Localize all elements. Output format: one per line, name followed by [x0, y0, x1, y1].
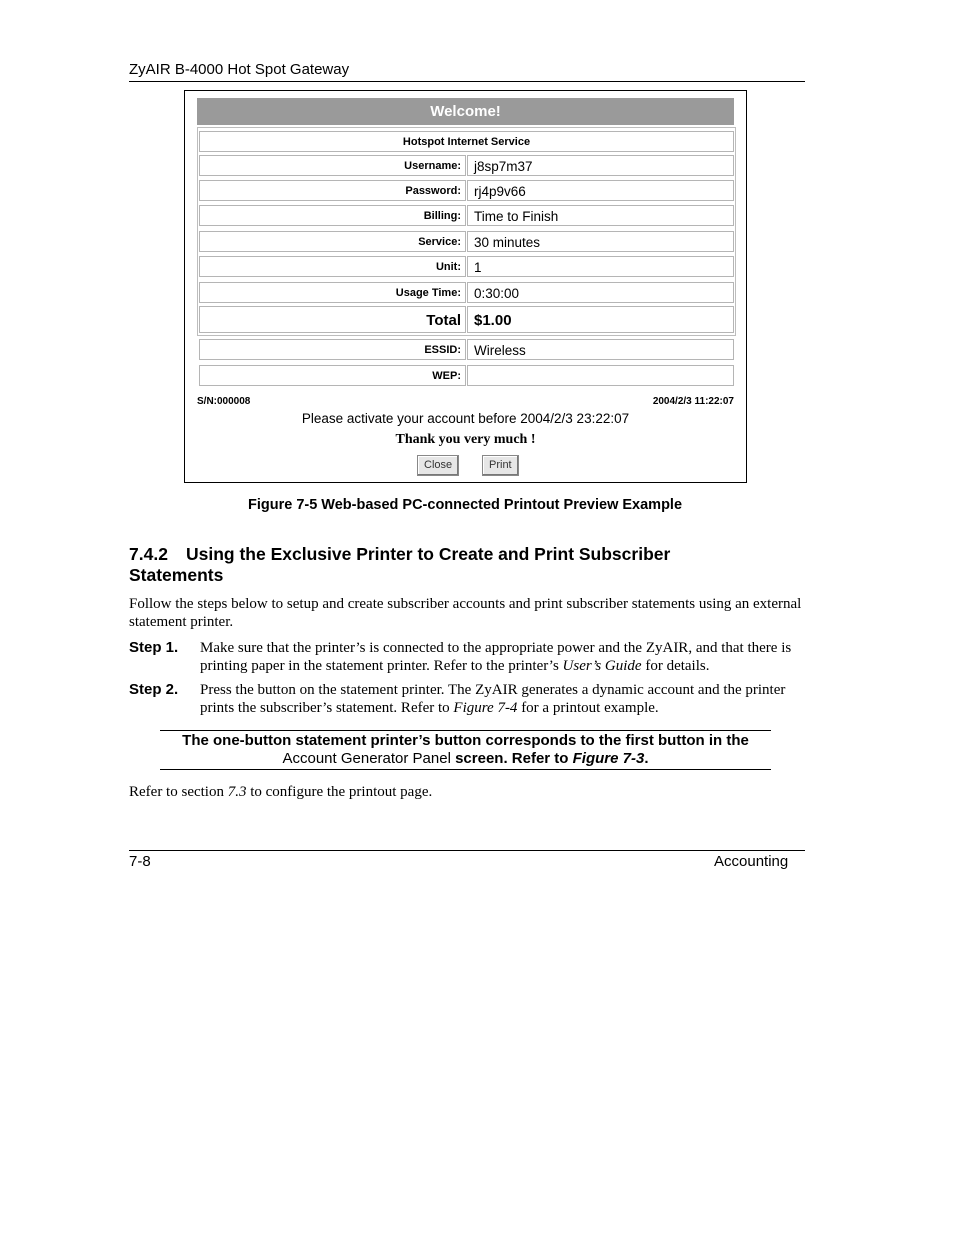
activate-message: Please activate your account before 2004/2/3 23:22:07 [301, 411, 630, 426]
page-number: 7-8 [129, 853, 151, 870]
usage-time-row [199, 282, 734, 305]
note-text-1: The one-button statement printer’s button corresponds to the first button in the [182, 732, 749, 749]
wep-value [467, 365, 734, 386]
password-label: Password: [199, 180, 466, 201]
close-button[interactable]: Close [417, 455, 459, 476]
unit-label: Unit: [199, 256, 466, 277]
users-guide-ref: User’s Guide [562, 658, 642, 674]
usage-time-value: 0:30:00 [467, 282, 734, 303]
section-title: Using the Exclusive Printer to Create and Print Subscriber Statements [129, 544, 671, 585]
refer-text-main: Refer to section [129, 784, 228, 800]
service-value: 30 minutes [467, 231, 734, 252]
password-value: rj4p9v66 [467, 180, 734, 201]
total-value: $1.00 [467, 306, 734, 333]
service-row [199, 231, 734, 254]
printout-preview-figure [184, 90, 747, 483]
step-2-text-end: for a printout example. [517, 700, 659, 716]
username-label: Username: [199, 155, 466, 176]
header-rule [129, 81, 805, 82]
serial-number: S/N:000008 [197, 396, 251, 407]
welcome-banner: Welcome! [197, 98, 734, 125]
step-1-label: Step 1. [129, 639, 179, 656]
wep-label: WEP: [199, 365, 466, 386]
note-top-rule [160, 730, 771, 731]
usage-time-label: Usage Time: [199, 282, 466, 303]
note-text-3: . [644, 750, 649, 767]
refer-paragraph [129, 784, 432, 801]
section-7-3-ref: 7.3 [227, 784, 247, 800]
figure-7-3-ref: Figure 7-3 [572, 750, 645, 767]
username-row [199, 155, 734, 178]
service-label: Service: [199, 231, 466, 252]
figure-caption: Figure 7-5 Web-based PC-connected Printout Preview Example [247, 497, 683, 513]
running-header: ZyAIR B-4000 Hot Spot Gateway [129, 61, 350, 78]
service-title: Hotspot Internet Service [199, 131, 734, 152]
section-heading [129, 544, 769, 586]
billing-value: Time to Finish [467, 205, 734, 226]
section-number: 7.4.2 [129, 544, 168, 564]
print-button[interactable]: Print [482, 455, 519, 476]
chapter-name: Accounting [714, 853, 789, 870]
service-title-row [199, 131, 734, 154]
total-row [199, 306, 734, 329]
wep-row [199, 365, 734, 388]
password-row [199, 180, 734, 203]
note-box [160, 732, 771, 768]
essid-value: Wireless [467, 339, 734, 360]
step-2-label: Step 2. [129, 681, 179, 698]
essid-label: ESSID: [199, 339, 466, 360]
intro-paragraph: Follow the steps below to setup and create subscriber accounts and print subscriber statements using an external statement printer. [129, 596, 802, 630]
note-bottom-rule [160, 769, 771, 770]
unit-row [199, 256, 734, 279]
essid-row [199, 339, 734, 362]
step-1-text-end: for details. [641, 658, 710, 674]
note-panel-name: Account Generator Panel [282, 750, 451, 767]
billing-row [199, 205, 734, 228]
print-datetime: 2004/2/3 11:22:07 [652, 396, 734, 407]
thanks-message: Thank you very much ! [395, 432, 536, 447]
username-value: j8sp7m37 [467, 155, 734, 176]
step-2-text-main: Press the button on the statement printer. The ZyAIR generates a dynamic account and the printer prints the subscriber’s statement. Refer to [200, 682, 786, 716]
step-1-text-main: Make sure that the printer’s is connected to the appropriate power and the ZyAIR, and that there is printing paper in the statement printer. Refer to the printer’s [200, 640, 792, 674]
note-text-2: screen. Refer to [450, 750, 573, 767]
step-1-text [200, 639, 805, 675]
step-2-text [200, 681, 805, 717]
figure-7-4-ref: Figure 7-4 [453, 700, 518, 716]
refer-text-end: to configure the printout page. [246, 784, 433, 800]
total-label: Total [199, 306, 466, 333]
unit-value: 1 [467, 256, 734, 277]
billing-label: Billing: [199, 205, 466, 226]
footer-rule [129, 850, 805, 851]
